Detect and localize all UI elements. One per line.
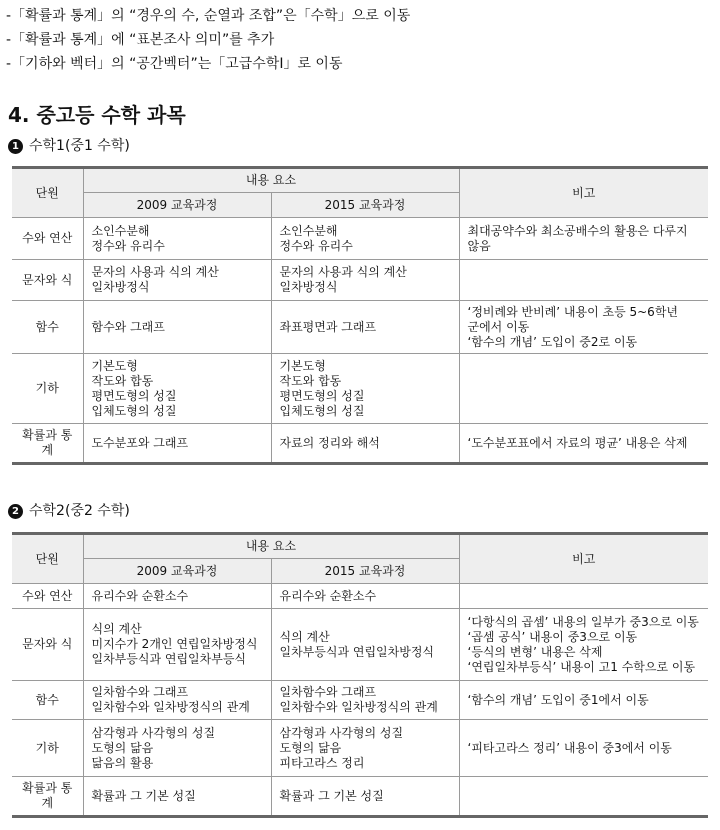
cell-line: 평면도형의 성질 (91, 388, 177, 403)
cell-line: 정수와 유리수 (91, 238, 165, 253)
cell-2015 (271, 777, 459, 817)
subsection-title-text: 수학2(중2 수학) (29, 503, 130, 519)
cell-2009 (83, 777, 271, 817)
cell-line: 식의 계산 (279, 629, 330, 644)
summary-bullets (6, 4, 410, 76)
header-unit: 단원 (12, 534, 83, 584)
cell-note (459, 218, 708, 260)
header-2009: 2009 교육과정 (83, 559, 271, 584)
cell-2015 (271, 424, 459, 464)
number-marker-icon: 2 (8, 504, 23, 519)
cell-line: 입체도형의 성질 (279, 403, 365, 418)
cell-note (459, 777, 708, 817)
section-heading: 4. 중고등 수학 과목 (8, 103, 186, 127)
table-row (12, 260, 708, 301)
cell-line: 입체도형의 성질 (91, 403, 177, 418)
cell-note (459, 584, 708, 609)
cell-line: 않음 (467, 238, 491, 253)
cell-2009 (83, 424, 271, 464)
header-2015: 2015 교육과정 (271, 559, 459, 584)
cell-line: 기본도형 (91, 358, 138, 373)
cell-line: 좌표평면과 그래프 (279, 319, 377, 334)
unit-cell: 함수 (12, 301, 83, 354)
cell-line: 최대공약수와 최소공배수의 활용은 다루지 (467, 223, 688, 238)
cell-line: ‘함수의 개념’ 도입이 중1에서 이동 (467, 692, 649, 707)
header-2009: 2009 교육과정 (83, 193, 271, 218)
cell-note (459, 424, 708, 464)
cell-line: 자료의 정리와 해석 (279, 435, 380, 450)
table-row (12, 681, 708, 720)
subsection-title-2 (8, 501, 130, 521)
cell-2015 (271, 218, 459, 260)
cell-2009 (83, 720, 271, 777)
cell-2009 (83, 218, 271, 260)
header-content: 내용 요소 (83, 168, 459, 193)
table-row (12, 777, 708, 817)
unit-cell: 문자와 식 (12, 260, 83, 301)
cell-line: ‘다항식의 곱셈’ 내용의 일부가 중3으로 이동 (467, 614, 699, 629)
bullet-item: -「확률과 통계」에 “표본조사 의미”를 추가 (6, 32, 275, 48)
table-row (12, 301, 708, 354)
cell-note (459, 260, 708, 301)
cell-line: 확률과 그 기본 성질 (279, 788, 384, 803)
bullet-item: -「기하와 벡터」의 “공간벡터”는「고급수학Ⅰ」로 이동 (6, 56, 343, 72)
cell-2009 (83, 354, 271, 424)
cell-line: 소인수분해 (279, 223, 338, 238)
unit-cell: 수와 연산 (12, 218, 83, 260)
cell-line: 일차함수와 그래프 (279, 685, 377, 699)
cell-line: 유리수와 순환소수 (91, 588, 189, 603)
cell-2009 (83, 301, 271, 354)
cell-line: ‘연립일차부등식’ 내용이 고1 수학으로 이동 (467, 659, 696, 674)
cell-line: 일차방정식 (91, 280, 150, 294)
table-row (12, 424, 708, 464)
cell-note (459, 720, 708, 777)
cell-line: 함수와 그래프 (91, 319, 165, 334)
cell-line: 삼각형과 사각형의 성질 (279, 725, 404, 740)
cell-line: 도형의 닮음 (279, 740, 342, 755)
cell-line: 삼각형과 사각형의 성질 (91, 725, 216, 740)
cell-2015 (271, 354, 459, 424)
unit-cell: 확률과 통계 (12, 424, 83, 464)
cell-line: 기본도형 (279, 358, 326, 373)
cell-line: 문자의 사용과 식의 계산 (91, 265, 219, 279)
cell-line: 일차함수와 일차방정식의 관계 (279, 700, 438, 714)
cell-line: 작도와 합동 (91, 373, 154, 388)
cell-note (459, 681, 708, 720)
cell-line: 문자의 사용과 식의 계산 (279, 265, 407, 279)
unit-cell: 기하 (12, 720, 83, 777)
table-row (12, 584, 708, 609)
cell-line: ‘정비례와 반비례’ 내용이 초등 5~6학년 (467, 304, 679, 319)
cell-line: 미지수가 2개인 연립일차방정식 (91, 637, 258, 651)
header-unit: 단원 (12, 168, 83, 218)
cell-2015 (271, 260, 459, 301)
cell-line: 평면도형의 성질 (279, 388, 365, 403)
cell-line: ‘피타고라스 정리’ 내용이 중3에서 이동 (467, 740, 672, 755)
cell-line: 식의 계산 (91, 622, 142, 636)
cell-line: 소인수분해 (91, 223, 150, 238)
cell-2009 (83, 260, 271, 301)
cell-line: 피타고라스 정리 (279, 755, 365, 770)
bullet-item: -「확률과 통계」의 “경우의 수, 순열과 조합”은「수학」으로 이동 (6, 8, 411, 24)
cell-line: 군에서 이동 (467, 319, 530, 334)
table-row (12, 218, 708, 260)
cell-2015 (271, 584, 459, 609)
unit-cell: 확률과 통계 (12, 777, 83, 817)
cell-2009 (83, 584, 271, 609)
header-note: 비고 (459, 168, 708, 218)
cell-line: ‘곱셈 공식’ 내용이 중3으로 이동 (467, 629, 638, 644)
cell-line: 일차부등식과 연립일차방정식 (279, 644, 435, 659)
cell-2009 (83, 609, 271, 681)
cell-line: 닮음의 활용 (91, 755, 154, 770)
unit-cell: 함수 (12, 681, 83, 720)
cell-line: 도수분포와 그래프 (91, 435, 189, 450)
unit-cell: 문자와 식 (12, 609, 83, 681)
curriculum-table-2 (12, 532, 708, 818)
header-2015: 2015 교육과정 (271, 193, 459, 218)
cell-note (459, 354, 708, 424)
unit-cell: 수와 연산 (12, 584, 83, 609)
header-content: 내용 요소 (83, 534, 459, 559)
cell-line: 유리수와 순환소수 (279, 588, 377, 603)
cell-line: 정수와 유리수 (279, 238, 353, 253)
cell-line: ‘함수의 개념’ 도입이 중2로 이동 (467, 334, 638, 349)
cell-line: 도형의 닮음 (91, 740, 154, 755)
cell-2015 (271, 609, 459, 681)
table-row (12, 609, 708, 681)
cell-2015 (271, 301, 459, 354)
cell-line: 일차방정식 (279, 280, 338, 294)
table-row (12, 354, 708, 424)
cell-note (459, 609, 708, 681)
cell-note (459, 301, 708, 354)
cell-2015 (271, 681, 459, 720)
cell-line: 확률과 그 기본 성질 (91, 788, 196, 803)
subsection-title-text: 수학1(중1 수학) (29, 138, 130, 154)
cell-2009 (83, 681, 271, 720)
header-note: 비고 (459, 534, 708, 584)
curriculum-table-1 (12, 166, 708, 465)
number-marker-icon: 1 (8, 139, 23, 154)
cell-line: 작도와 합동 (279, 373, 342, 388)
cell-line: 일차부등식과 연립일차부등식 (91, 652, 247, 666)
cell-line: ‘등식의 변형’ 내용은 삭제 (467, 644, 603, 659)
cell-2015 (271, 720, 459, 777)
subsection-title-1 (8, 136, 130, 156)
cell-line: 일차함수와 일차방정식의 관계 (91, 700, 250, 714)
unit-cell: 기하 (12, 354, 83, 424)
cell-line: ‘도수분포표에서 자료의 평균’ 내용은 삭제 (467, 435, 688, 450)
table-row (12, 720, 708, 777)
cell-line: 일차함수와 그래프 (91, 685, 189, 699)
